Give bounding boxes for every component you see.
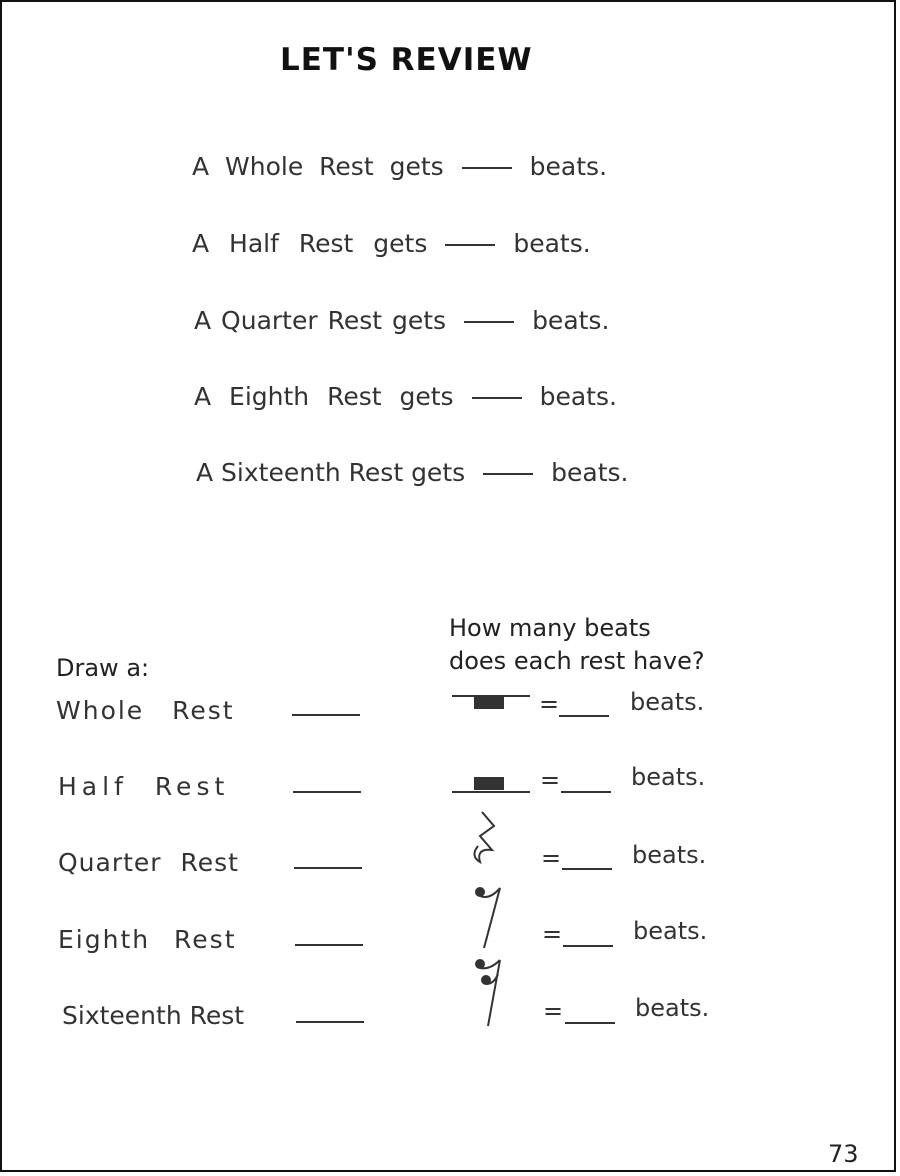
review-row-quarter bbox=[194, 306, 609, 335]
beats-label: beats. bbox=[632, 841, 707, 869]
equals-sign: = bbox=[541, 844, 562, 872]
beats-blank-sixteenth[interactable] bbox=[565, 1022, 615, 1024]
review-text: A Half Rest gets bbox=[192, 229, 428, 258]
answer-blank[interactable] bbox=[483, 473, 533, 475]
beats-heading-line1: How many beats bbox=[449, 614, 651, 642]
quarter-rest-icon bbox=[464, 810, 504, 880]
answer-blank[interactable] bbox=[464, 321, 514, 323]
review-suffix: beats. bbox=[513, 229, 591, 258]
page-title: LET'S REVIEW bbox=[280, 42, 533, 78]
beats-blank-whole[interactable] bbox=[559, 715, 609, 717]
beats-label: beats. bbox=[635, 994, 710, 1022]
answer-blank[interactable] bbox=[462, 167, 512, 169]
beats-blank-eighth[interactable] bbox=[563, 945, 613, 947]
beats-blank-half[interactable] bbox=[561, 791, 611, 793]
equals-sign: = bbox=[540, 766, 561, 794]
answer-blank[interactable] bbox=[472, 397, 522, 399]
equals-sign: = bbox=[543, 997, 564, 1025]
answer-blank[interactable] bbox=[445, 244, 495, 246]
draw-line-quarter[interactable] bbox=[294, 867, 362, 869]
draw-line-half[interactable] bbox=[293, 791, 361, 793]
review-text: A Sixteenth Rest gets bbox=[196, 458, 466, 487]
draw-label-half: Half Rest bbox=[58, 772, 230, 801]
review-row-sixteenth bbox=[196, 458, 628, 487]
review-text: A Eighth Rest gets bbox=[194, 382, 454, 411]
beats-heading-line2: does each rest have? bbox=[449, 647, 705, 675]
beats-label: beats. bbox=[633, 917, 708, 945]
whole-rest-icon bbox=[452, 692, 532, 722]
beats-heading bbox=[449, 612, 705, 678]
draw-label-quarter: Quarter Rest bbox=[58, 848, 239, 877]
review-text: A Whole Rest gets bbox=[192, 152, 444, 181]
eighth-rest-icon bbox=[472, 882, 512, 952]
review-row-half bbox=[192, 229, 591, 258]
beats-label: beats. bbox=[630, 688, 705, 716]
equals-sign: = bbox=[539, 690, 560, 718]
draw-label-sixteenth: Sixteenth Rest bbox=[62, 1001, 245, 1030]
draw-line-sixteenth[interactable] bbox=[296, 1021, 364, 1023]
review-suffix: beats. bbox=[529, 152, 608, 181]
sixteenth-rest-icon bbox=[472, 954, 517, 1029]
review-suffix: beats. bbox=[551, 458, 629, 487]
review-text: A Quarter Rest gets bbox=[194, 306, 447, 335]
draw-label-whole: Whole Rest bbox=[56, 696, 235, 725]
draw-line-eighth[interactable] bbox=[295, 944, 363, 946]
review-suffix: beats. bbox=[539, 382, 617, 411]
beats-label: beats. bbox=[631, 763, 706, 791]
review-suffix: beats. bbox=[532, 306, 610, 335]
beats-blank-quarter[interactable] bbox=[562, 868, 612, 870]
equals-sign: = bbox=[542, 920, 563, 948]
draw-line-whole[interactable] bbox=[292, 714, 360, 716]
draw-label-eighth: Eighth Rest bbox=[58, 925, 237, 954]
review-row-whole bbox=[192, 152, 607, 181]
page-number: 73 bbox=[828, 1140, 859, 1168]
draw-heading: Draw a: bbox=[56, 654, 150, 682]
half-rest-icon bbox=[452, 772, 532, 802]
review-row-eighth bbox=[194, 382, 617, 411]
